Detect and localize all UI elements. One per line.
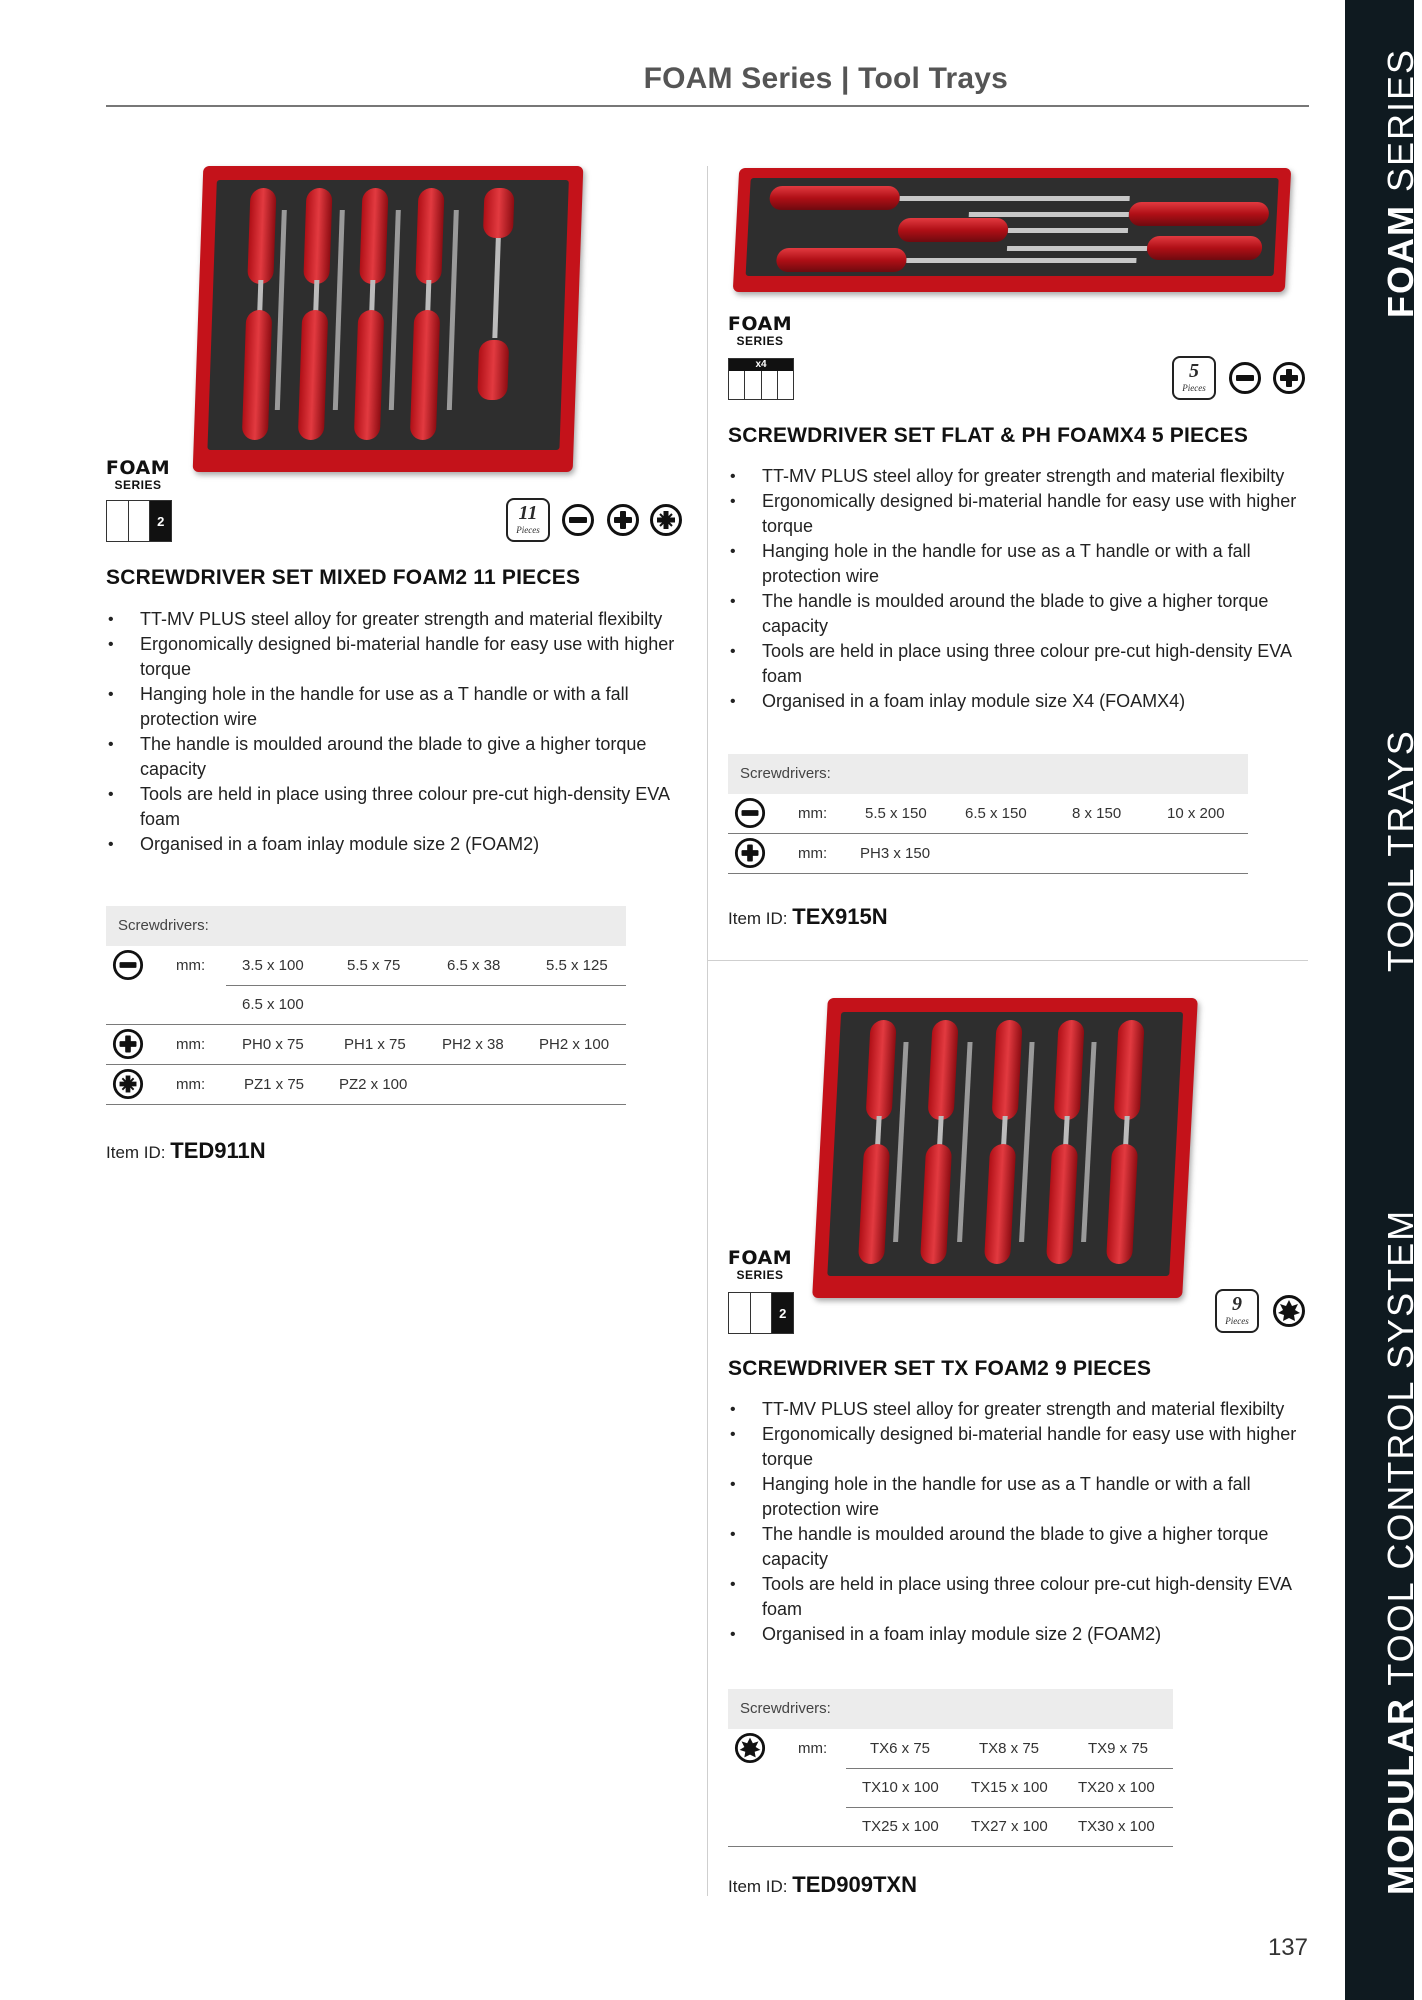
feature-item: • Ergonomically designed bi-material handle for easy use with higher torque [728, 1422, 1308, 1472]
header-divider [106, 105, 1309, 107]
sidebar-foam-series [1380, 48, 1422, 318]
pieces-count: 11 [518, 502, 538, 524]
feature-item: • Tools are held in place using three colour pre-cut high-density EVA foam [728, 639, 1308, 689]
product-image-tex915n [733, 168, 1291, 292]
pozidriv-tip-icon [649, 503, 683, 537]
spec-row-pozidriv [106, 1065, 626, 1105]
flat-tip-icon [1228, 361, 1262, 395]
module-cell-empty [751, 1293, 773, 1333]
spec-row-flat [728, 794, 1248, 834]
item-id [728, 904, 888, 930]
module-cell-size: 2 [772, 1293, 793, 1333]
pozidriv-tip-icon [112, 1068, 144, 1100]
feature-list [106, 607, 696, 857]
unit-label: mm: [798, 1740, 828, 1757]
foam-logo-word: FOAM [727, 1247, 793, 1269]
series-logo-word: SERIES [736, 1268, 784, 1282]
spec-value: PH0 x 75 [242, 1036, 304, 1053]
item-id-label: Item ID: [728, 1877, 788, 1896]
spec-row-torx-cont [728, 1807, 1173, 1847]
torx-tip-icon [734, 1732, 766, 1764]
feature-item: • The handle is moulded around the blade to give a higher torque capacity [106, 732, 696, 782]
feature-item: • TT-MV PLUS steel alloy for greater strength and material flexibilty [106, 607, 696, 632]
spec-value: TX8 x 75 [979, 1740, 1040, 1757]
module-size-2-icon [106, 500, 172, 542]
page-title: FOAM Series | Tool Trays [643, 62, 1008, 95]
item-id [106, 1138, 266, 1164]
pieces-count: 5 [1189, 360, 1199, 382]
product-title: SCREWDRIVER SET FLAT & PH FOAMX4 5 PIECES [728, 424, 1249, 447]
spec-value: 5.5 x 150 [865, 805, 927, 822]
foam-series-logo [725, 1248, 795, 1282]
product-title: SCREWDRIVER SET MIXED FOAM2 11 PIECES [106, 566, 581, 589]
sidebar-modular-system [1380, 1209, 1422, 1895]
spec-value: TX20 x 100 [1078, 1779, 1155, 1796]
spec-value: 8 x 150 [1072, 805, 1122, 822]
foam-logo-word: FOAM [105, 457, 171, 479]
foam-inlay [207, 180, 568, 450]
flat-tip-icon [734, 797, 766, 829]
module-cell-empty [129, 501, 151, 541]
pieces-badge [1215, 1289, 1259, 1333]
pieces-label: Pieces [516, 525, 540, 535]
phillips-tip-icon [112, 1028, 144, 1060]
feature-item: • The handle is moulded around the blade to give a higher torque capacity [728, 1522, 1308, 1572]
unit-label: mm: [798, 805, 828, 822]
spec-value: PZ1 x 75 [244, 1076, 305, 1093]
spec-value: PH2 x 38 [442, 1036, 504, 1053]
item-id-label: Item ID: [728, 909, 788, 928]
spec-value: PZ2 x 100 [339, 1076, 408, 1093]
feature-item: • The handle is moulded around the blade to give a higher torque capacity [728, 589, 1308, 639]
module-x4-label: x4 [729, 359, 793, 371]
spec-value: 10 x 200 [1167, 805, 1225, 822]
feature-list [728, 1397, 1308, 1647]
spec-value: TX10 x 100 [862, 1779, 939, 1796]
item-id-value: TED909TXN [792, 1872, 917, 1897]
spec-value: PH1 x 75 [344, 1036, 406, 1053]
sidebar-system-text: TOOL CONTROL SYSTEM [1380, 1208, 1421, 1698]
spec-table-header: Screwdrivers: [728, 1689, 1173, 1729]
feature-item: • TT-MV PLUS steel alloy for greater strength and material flexibilty [728, 464, 1308, 489]
sidebar-modular-bold: MODULAR [1380, 1697, 1421, 1895]
product-divider [708, 960, 1308, 961]
product-title: SCREWDRIVER SET TX FOAM2 9 PIECES [728, 1357, 1152, 1380]
phillips-tip-icon [734, 837, 766, 869]
pieces-count: 9 [1232, 1293, 1242, 1315]
spec-table-header: Screwdrivers: [106, 906, 626, 946]
spec-value: TX27 x 100 [971, 1818, 1048, 1835]
phillips-tip-icon [1272, 361, 1306, 395]
unit-label: mm: [176, 957, 206, 974]
spec-value: TX9 x 75 [1088, 1740, 1149, 1757]
product-image-ted909txn [812, 998, 1198, 1298]
column-divider [707, 166, 708, 1896]
unit-label: mm: [176, 1076, 206, 1093]
feature-item: • TT-MV PLUS steel alloy for greater strength and material flexibilty [728, 1397, 1308, 1422]
pieces-badge [1172, 356, 1216, 400]
item-id-value: TED911N [170, 1138, 266, 1163]
module-cell-empty [729, 1293, 751, 1333]
pieces-badge [506, 498, 550, 542]
page-number: 137 [1267, 1934, 1308, 1961]
sidebar-series-text: SERIES [1380, 47, 1421, 205]
spec-table [106, 906, 626, 1105]
feature-item: • Ergonomically designed bi-material handle for easy use with higher torque [728, 489, 1308, 539]
feature-item: • Hanging hole in the handle for use as a T handle or with a fall protection wire [728, 1472, 1308, 1522]
pieces-label: Pieces [1182, 383, 1206, 393]
spec-value: PH2 x 100 [539, 1036, 610, 1053]
spec-table-header: Screwdrivers: [728, 754, 1248, 794]
flat-tip-icon [561, 503, 595, 537]
spec-value: 5.5 x 125 [546, 957, 608, 974]
spec-value: TX6 x 75 [870, 1740, 931, 1757]
spec-row-flat [106, 946, 626, 985]
foam-inlay [827, 1012, 1183, 1276]
sidebar-tool-trays-text: TOOL TRAYS [1380, 729, 1421, 972]
flat-tip-icon [112, 949, 144, 981]
item-id [728, 1872, 917, 1898]
spec-value: 3.5 x 100 [242, 957, 304, 974]
feature-item: • Tools are held in place using three colour pre-cut high-density EVA foam [728, 1572, 1308, 1622]
spec-row-flat-cont [106, 985, 626, 1025]
phillips-tip-icon [606, 503, 640, 537]
spec-value: 6.5 x 100 [242, 996, 304, 1013]
spec-value: 6.5 x 150 [965, 805, 1027, 822]
feature-item: • Organised in a foam inlay module size 2 (FOAM2) [728, 1622, 1308, 1647]
module-cell-empty [107, 501, 129, 541]
item-id-label: Item ID: [106, 1143, 166, 1162]
feature-item: • Tools are held in place using three colour pre-cut high-density EVA foam [106, 782, 696, 832]
feature-item: • Hanging hole in the handle for use as a T handle or with a fall protection wire [106, 682, 696, 732]
unit-label: mm: [176, 1036, 206, 1053]
sidebar-tool-trays [1380, 729, 1422, 972]
spec-value: 5.5 x 75 [347, 957, 401, 974]
module-cell-size: 2 [150, 501, 171, 541]
foam-series-logo [725, 314, 795, 348]
torx-tip-icon [1272, 1294, 1306, 1328]
spec-row-phillips [106, 1025, 626, 1065]
spec-value: 6.5 x 38 [447, 957, 501, 974]
series-logo-word: SERIES [114, 478, 162, 492]
spec-row-phillips [728, 834, 1248, 874]
spec-value: PH3 x 150 [860, 845, 931, 862]
pieces-label: Pieces [1225, 1316, 1249, 1326]
feature-item: • Organised in a foam inlay module size X4 (FOAMX4) [728, 689, 1308, 714]
feature-item: • Ergonomically designed bi-material handle for easy use with higher torque [106, 632, 696, 682]
foam-logo-word: FOAM [727, 313, 793, 335]
spec-table [728, 1689, 1173, 1847]
feature-list [728, 464, 1308, 714]
unit-label: mm: [798, 845, 828, 862]
spec-table [728, 754, 1248, 874]
series-logo-word: SERIES [736, 334, 784, 348]
spec-value: TX25 x 100 [862, 1818, 939, 1835]
module-size-2-icon [728, 1292, 794, 1334]
feature-item: • Organised in a foam inlay module size 2 (FOAM2) [106, 832, 696, 857]
spec-row-torx-cont [728, 1768, 1173, 1807]
spec-value: TX15 x 100 [971, 1779, 1048, 1796]
foam-inlay [746, 178, 1279, 276]
spec-row-torx [728, 1729, 1173, 1768]
module-size-x4-icon [728, 358, 794, 400]
product-image-ted911n [193, 166, 584, 472]
sidebar-foam-bold: FOAM [1380, 204, 1421, 318]
item-id-value: TEX915N [792, 904, 888, 929]
foam-series-logo [103, 458, 173, 492]
spec-value: TX30 x 100 [1078, 1818, 1155, 1835]
feature-item: • Hanging hole in the handle for use as a T handle or with a fall protection wire [728, 539, 1308, 589]
